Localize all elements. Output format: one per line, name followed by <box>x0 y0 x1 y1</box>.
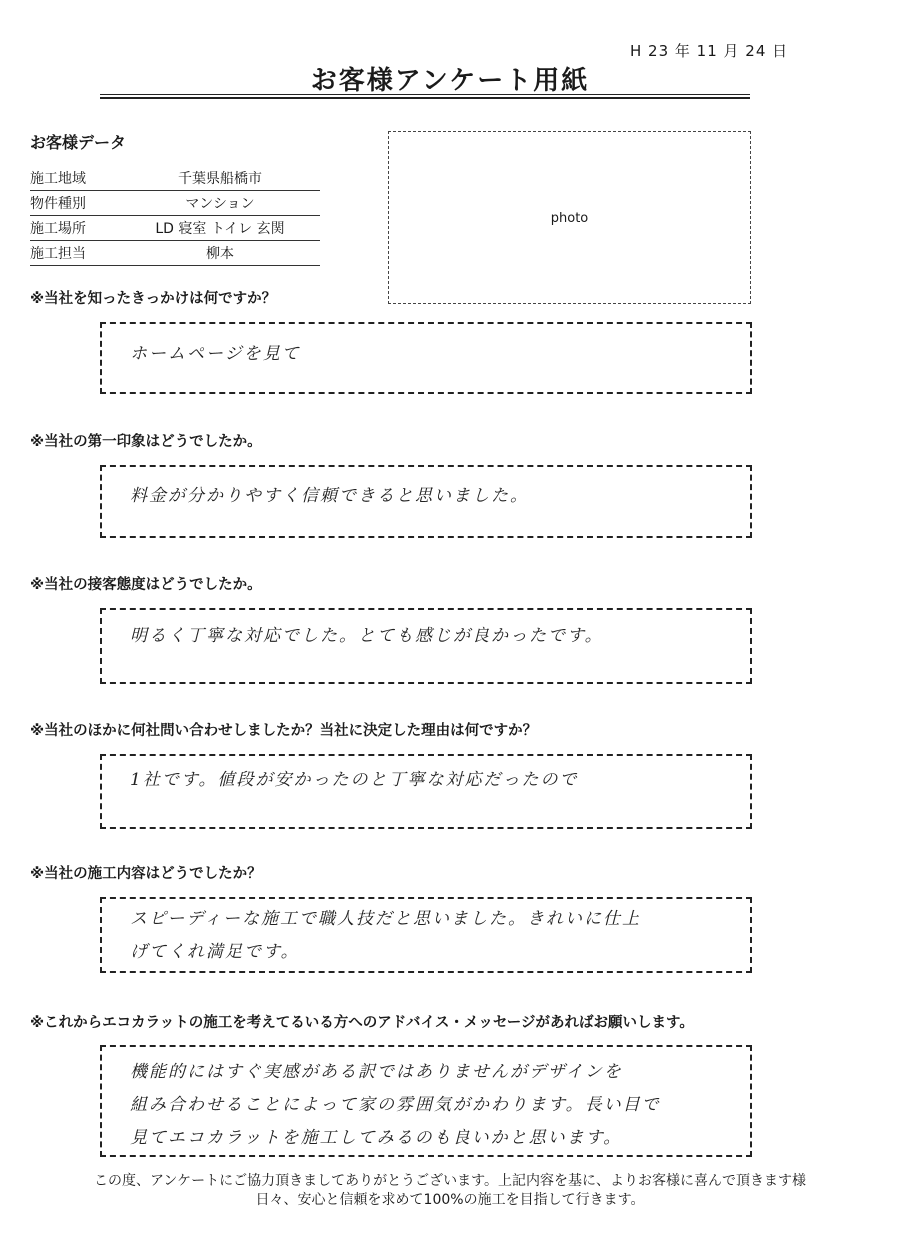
info-value: マンション <box>185 196 255 212</box>
photo-label: photo <box>550 211 589 226</box>
customer-data-heading: お客様データ <box>30 133 127 152</box>
info-value: LD 寝室 トイレ 玄関 <box>155 221 285 237</box>
info-row-area <box>30 168 320 191</box>
answer-4: 1社です。値段が安かったのと丁寧な対応だったので <box>130 770 579 790</box>
title-underline <box>100 94 750 99</box>
footer-message-line-1: この度、アンケートにご協力頂きましてありがとうございます。上記内容を基に、よりお客様に喜んで頂きます様 <box>93 1173 807 1189</box>
info-label: 施工場所 <box>30 221 86 237</box>
info-label: 施工担当 <box>30 246 86 262</box>
question-2: ※当社の第一印象はどうでしたか。 <box>30 434 262 450</box>
question-3: ※当社の接客態度はどうでしたか。 <box>30 577 262 593</box>
answer-6: 機能的にはすぐ実感がある訳ではありませんがデザインを 組み合わせることによって家の雰囲気がかわります。長い目で 見てエコカラットを施工してみるのも良いかと思います。 <box>130 1062 661 1148</box>
info-row-staff <box>30 243 320 266</box>
answer-1: ホームページを見て <box>130 344 301 364</box>
answer-2: 料金が分かりやすく信頼できると思いました。 <box>130 486 529 506</box>
question-1: ※当社を知ったきっかけは何ですか？ <box>30 291 277 307</box>
answer-5: スピーディーな施工で職人技だと思いました。きれいに仕上 げてくれ満足です。 <box>130 909 641 962</box>
info-row-location <box>30 218 320 241</box>
question-6: ※これからエコカラットの施工を考えてるいる方へのアドバイス・メッセージがあればお願いします。 <box>30 1015 694 1031</box>
answer-3: 明るく丁寧な対応でした。とても感じが良かったです。 <box>130 626 604 646</box>
question-5: ※当社の施工内容はどうでしたか？ <box>30 866 262 882</box>
page-title: お客様アンケート用紙 <box>310 66 590 96</box>
survey-date: H 23 年 11 月 24 日 <box>630 42 789 60</box>
info-label: 施工地域 <box>30 171 86 187</box>
footer-message-line-2: 日々、安心と信頼を求めて100%の施工を目指して行きます。 <box>255 1192 645 1208</box>
info-row-property-type <box>30 193 320 216</box>
info-value: 柳本 <box>206 246 234 262</box>
question-4: ※当社のほかに何社問い合わせしましたか？当社に決定した理由は何ですか？ <box>30 723 538 739</box>
info-value: 千葉県船橋市 <box>178 171 262 187</box>
info-label: 物件種別 <box>30 196 86 212</box>
